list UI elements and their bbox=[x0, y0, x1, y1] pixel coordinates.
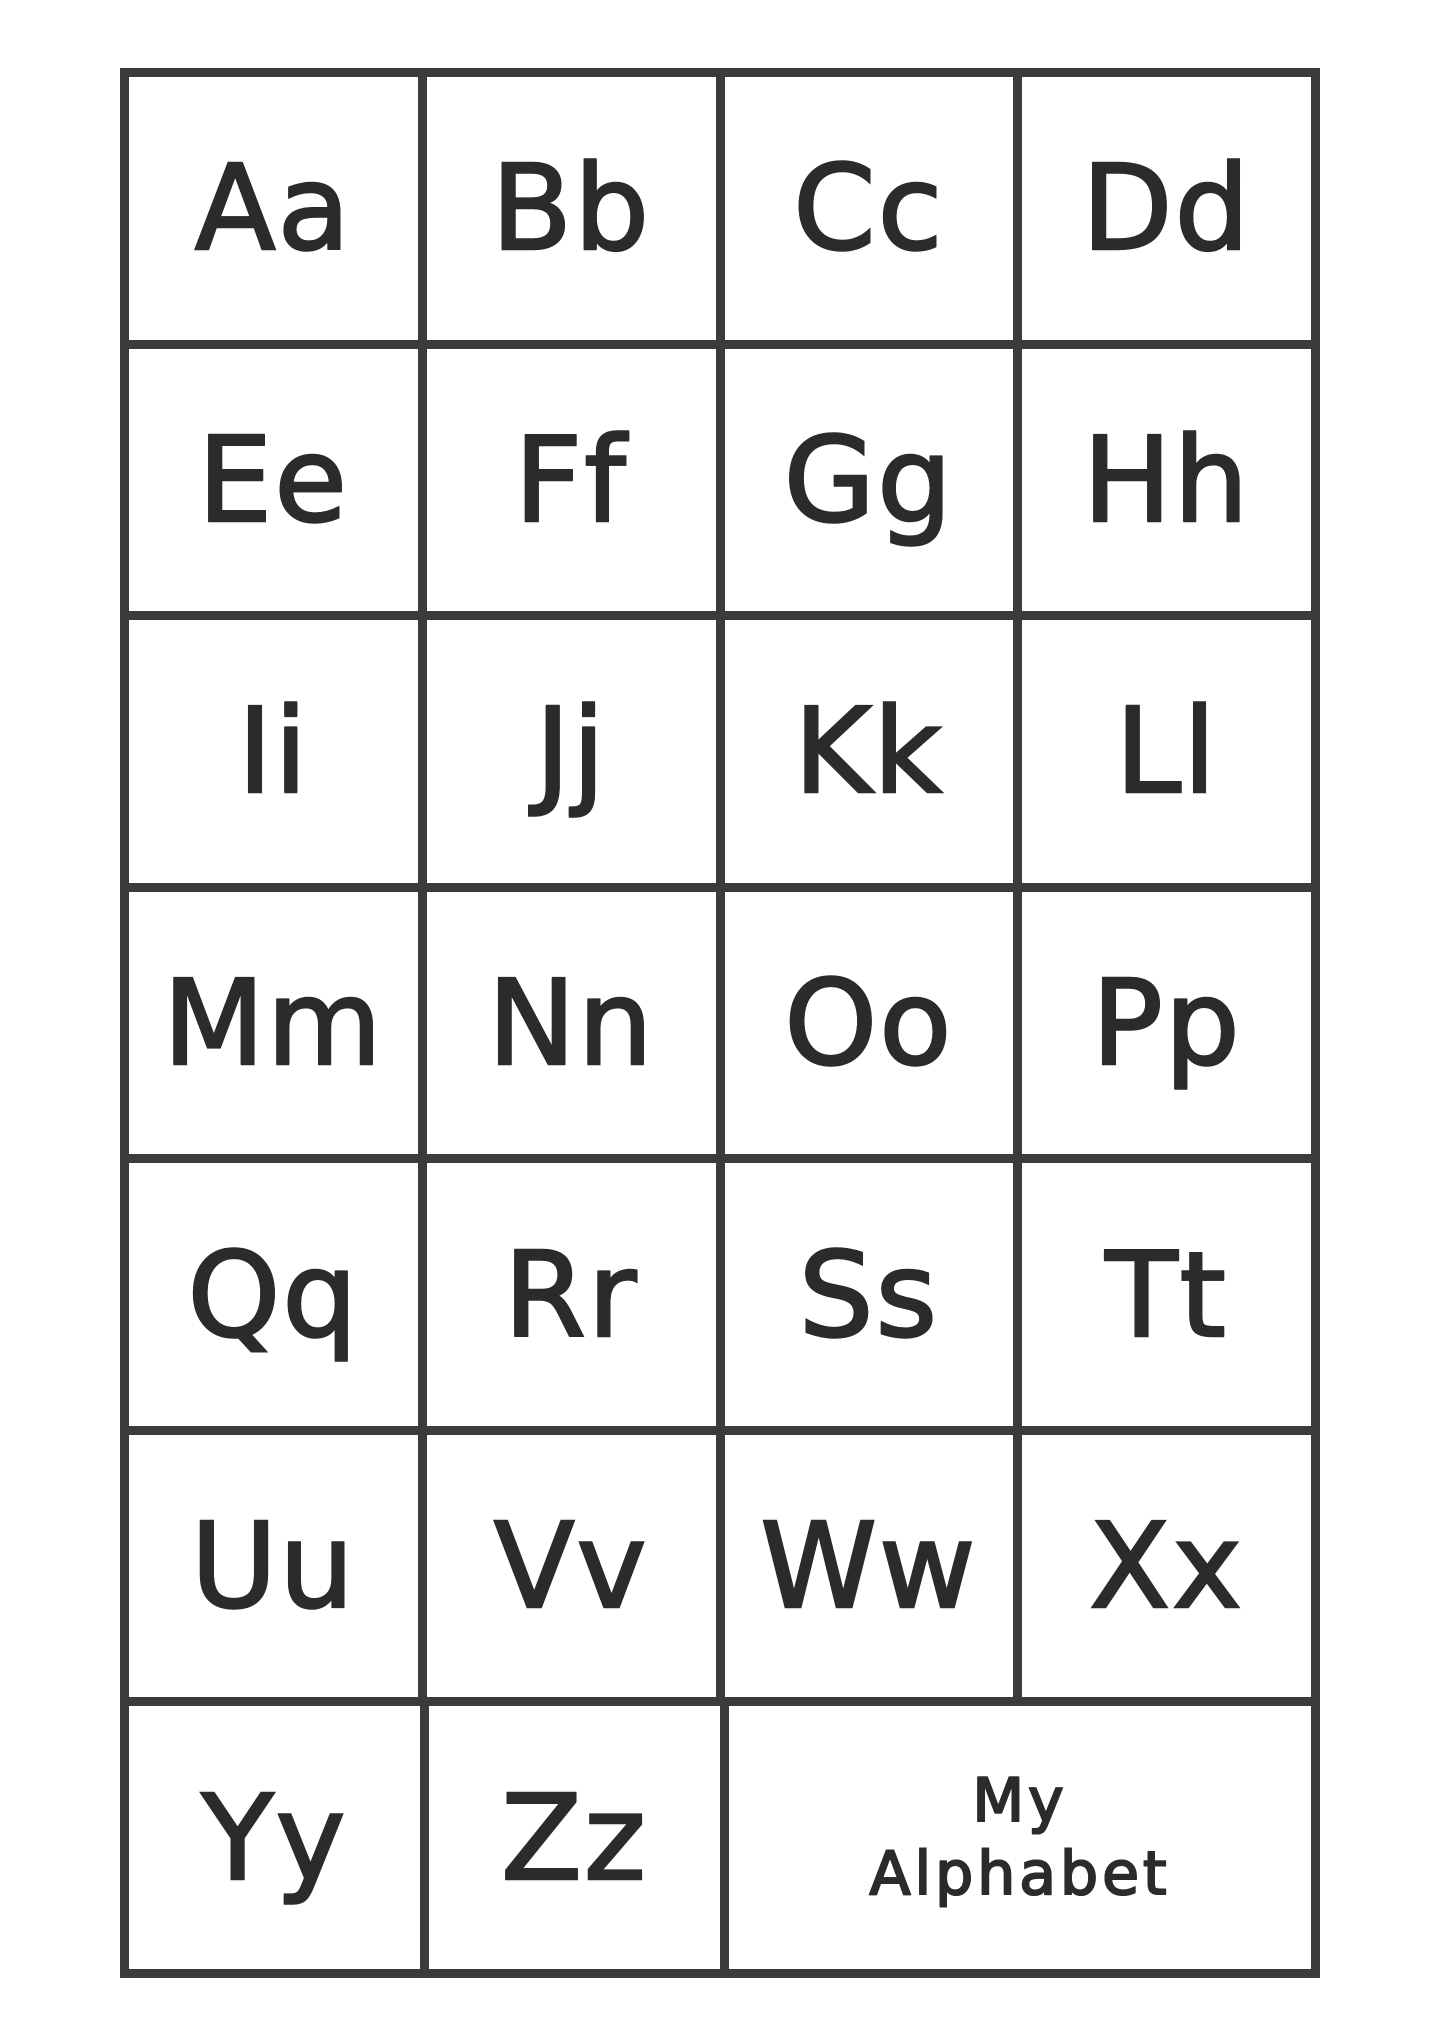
letter-glyph-tt: Tt bbox=[1105, 1225, 1228, 1364]
letter-cell-v[interactable] bbox=[427, 1435, 725, 1698]
letter-cell-b[interactable] bbox=[427, 77, 725, 340]
letter-glyph-dd: Dd bbox=[1081, 139, 1252, 278]
letter-glyph-ll: Ll bbox=[1115, 682, 1218, 821]
letter-cell-e[interactable] bbox=[129, 349, 427, 612]
letter-glyph-ee: Ee bbox=[197, 410, 349, 549]
letter-cell-p[interactable] bbox=[1022, 892, 1311, 1155]
letter-glyph-bb: Bb bbox=[491, 139, 652, 278]
letter-glyph-ss: Ss bbox=[798, 1225, 940, 1364]
letter-cell-a[interactable] bbox=[129, 77, 427, 340]
letter-glyph-nn: Nn bbox=[487, 954, 655, 1093]
letter-glyph-yy: Yy bbox=[201, 1768, 348, 1907]
letter-cell-t[interactable] bbox=[1022, 1163, 1311, 1426]
letter-cell-q[interactable] bbox=[129, 1163, 427, 1426]
letter-cell-x[interactable] bbox=[1022, 1435, 1311, 1698]
letter-cell-d[interactable] bbox=[1022, 77, 1311, 340]
letter-cell-c[interactable] bbox=[725, 77, 1023, 340]
alphabet-grid bbox=[120, 68, 1320, 1978]
table-row bbox=[129, 1706, 1311, 1969]
letter-cell-f[interactable] bbox=[427, 349, 725, 612]
letter-cell-u[interactable] bbox=[129, 1435, 427, 1698]
letter-glyph-jj: Jj bbox=[535, 682, 607, 821]
letter-glyph-hh: Hh bbox=[1082, 410, 1251, 549]
page-title-line-2: Alphabet bbox=[869, 1838, 1171, 1909]
title-cell bbox=[729, 1706, 1311, 1969]
letter-glyph-gg: Gg bbox=[783, 410, 955, 549]
letter-cell-w[interactable] bbox=[725, 1435, 1023, 1698]
letter-cell-y[interactable] bbox=[129, 1706, 429, 1969]
letter-glyph-zz: Zz bbox=[501, 1768, 648, 1907]
table-row bbox=[129, 620, 1311, 892]
letter-glyph-mm: Mm bbox=[162, 954, 384, 1093]
letter-cell-k[interactable] bbox=[725, 620, 1023, 883]
letter-glyph-kk: Kk bbox=[794, 682, 944, 821]
page-title-line-1: My bbox=[972, 1765, 1068, 1836]
letter-glyph-pp: Pp bbox=[1091, 954, 1242, 1093]
table-row bbox=[129, 892, 1311, 1164]
letter-cell-g[interactable] bbox=[725, 349, 1023, 612]
table-row bbox=[129, 349, 1311, 621]
table-row bbox=[129, 77, 1311, 349]
letter-cell-m[interactable] bbox=[129, 892, 427, 1155]
letter-cell-h[interactable] bbox=[1022, 349, 1311, 612]
letter-glyph-aa: Aa bbox=[194, 139, 352, 278]
table-row bbox=[129, 1435, 1311, 1707]
letter-glyph-ww: Ww bbox=[760, 1497, 978, 1636]
letter-glyph-vv: Vv bbox=[493, 1497, 649, 1636]
table-row bbox=[129, 1163, 1311, 1435]
letter-glyph-xx: Xx bbox=[1089, 1497, 1244, 1636]
letter-cell-j[interactable] bbox=[427, 620, 725, 883]
letter-cell-r[interactable] bbox=[427, 1163, 725, 1426]
letter-glyph-cc: Cc bbox=[793, 139, 945, 278]
letter-cell-n[interactable] bbox=[427, 892, 725, 1155]
letter-glyph-uu: Uu bbox=[190, 1497, 356, 1636]
letter-cell-z[interactable] bbox=[429, 1706, 729, 1969]
letter-glyph-qq: Qq bbox=[187, 1225, 360, 1364]
letter-glyph-ff: Ff bbox=[514, 410, 628, 549]
letter-glyph-ii: Ii bbox=[237, 682, 310, 821]
letter-cell-o[interactable] bbox=[725, 892, 1023, 1155]
letter-cell-i[interactable] bbox=[129, 620, 427, 883]
letter-glyph-rr: Rr bbox=[503, 1225, 639, 1364]
letter-cell-l[interactable] bbox=[1022, 620, 1311, 883]
letter-cell-s[interactable] bbox=[725, 1163, 1023, 1426]
letter-glyph-oo: Oo bbox=[784, 954, 954, 1093]
